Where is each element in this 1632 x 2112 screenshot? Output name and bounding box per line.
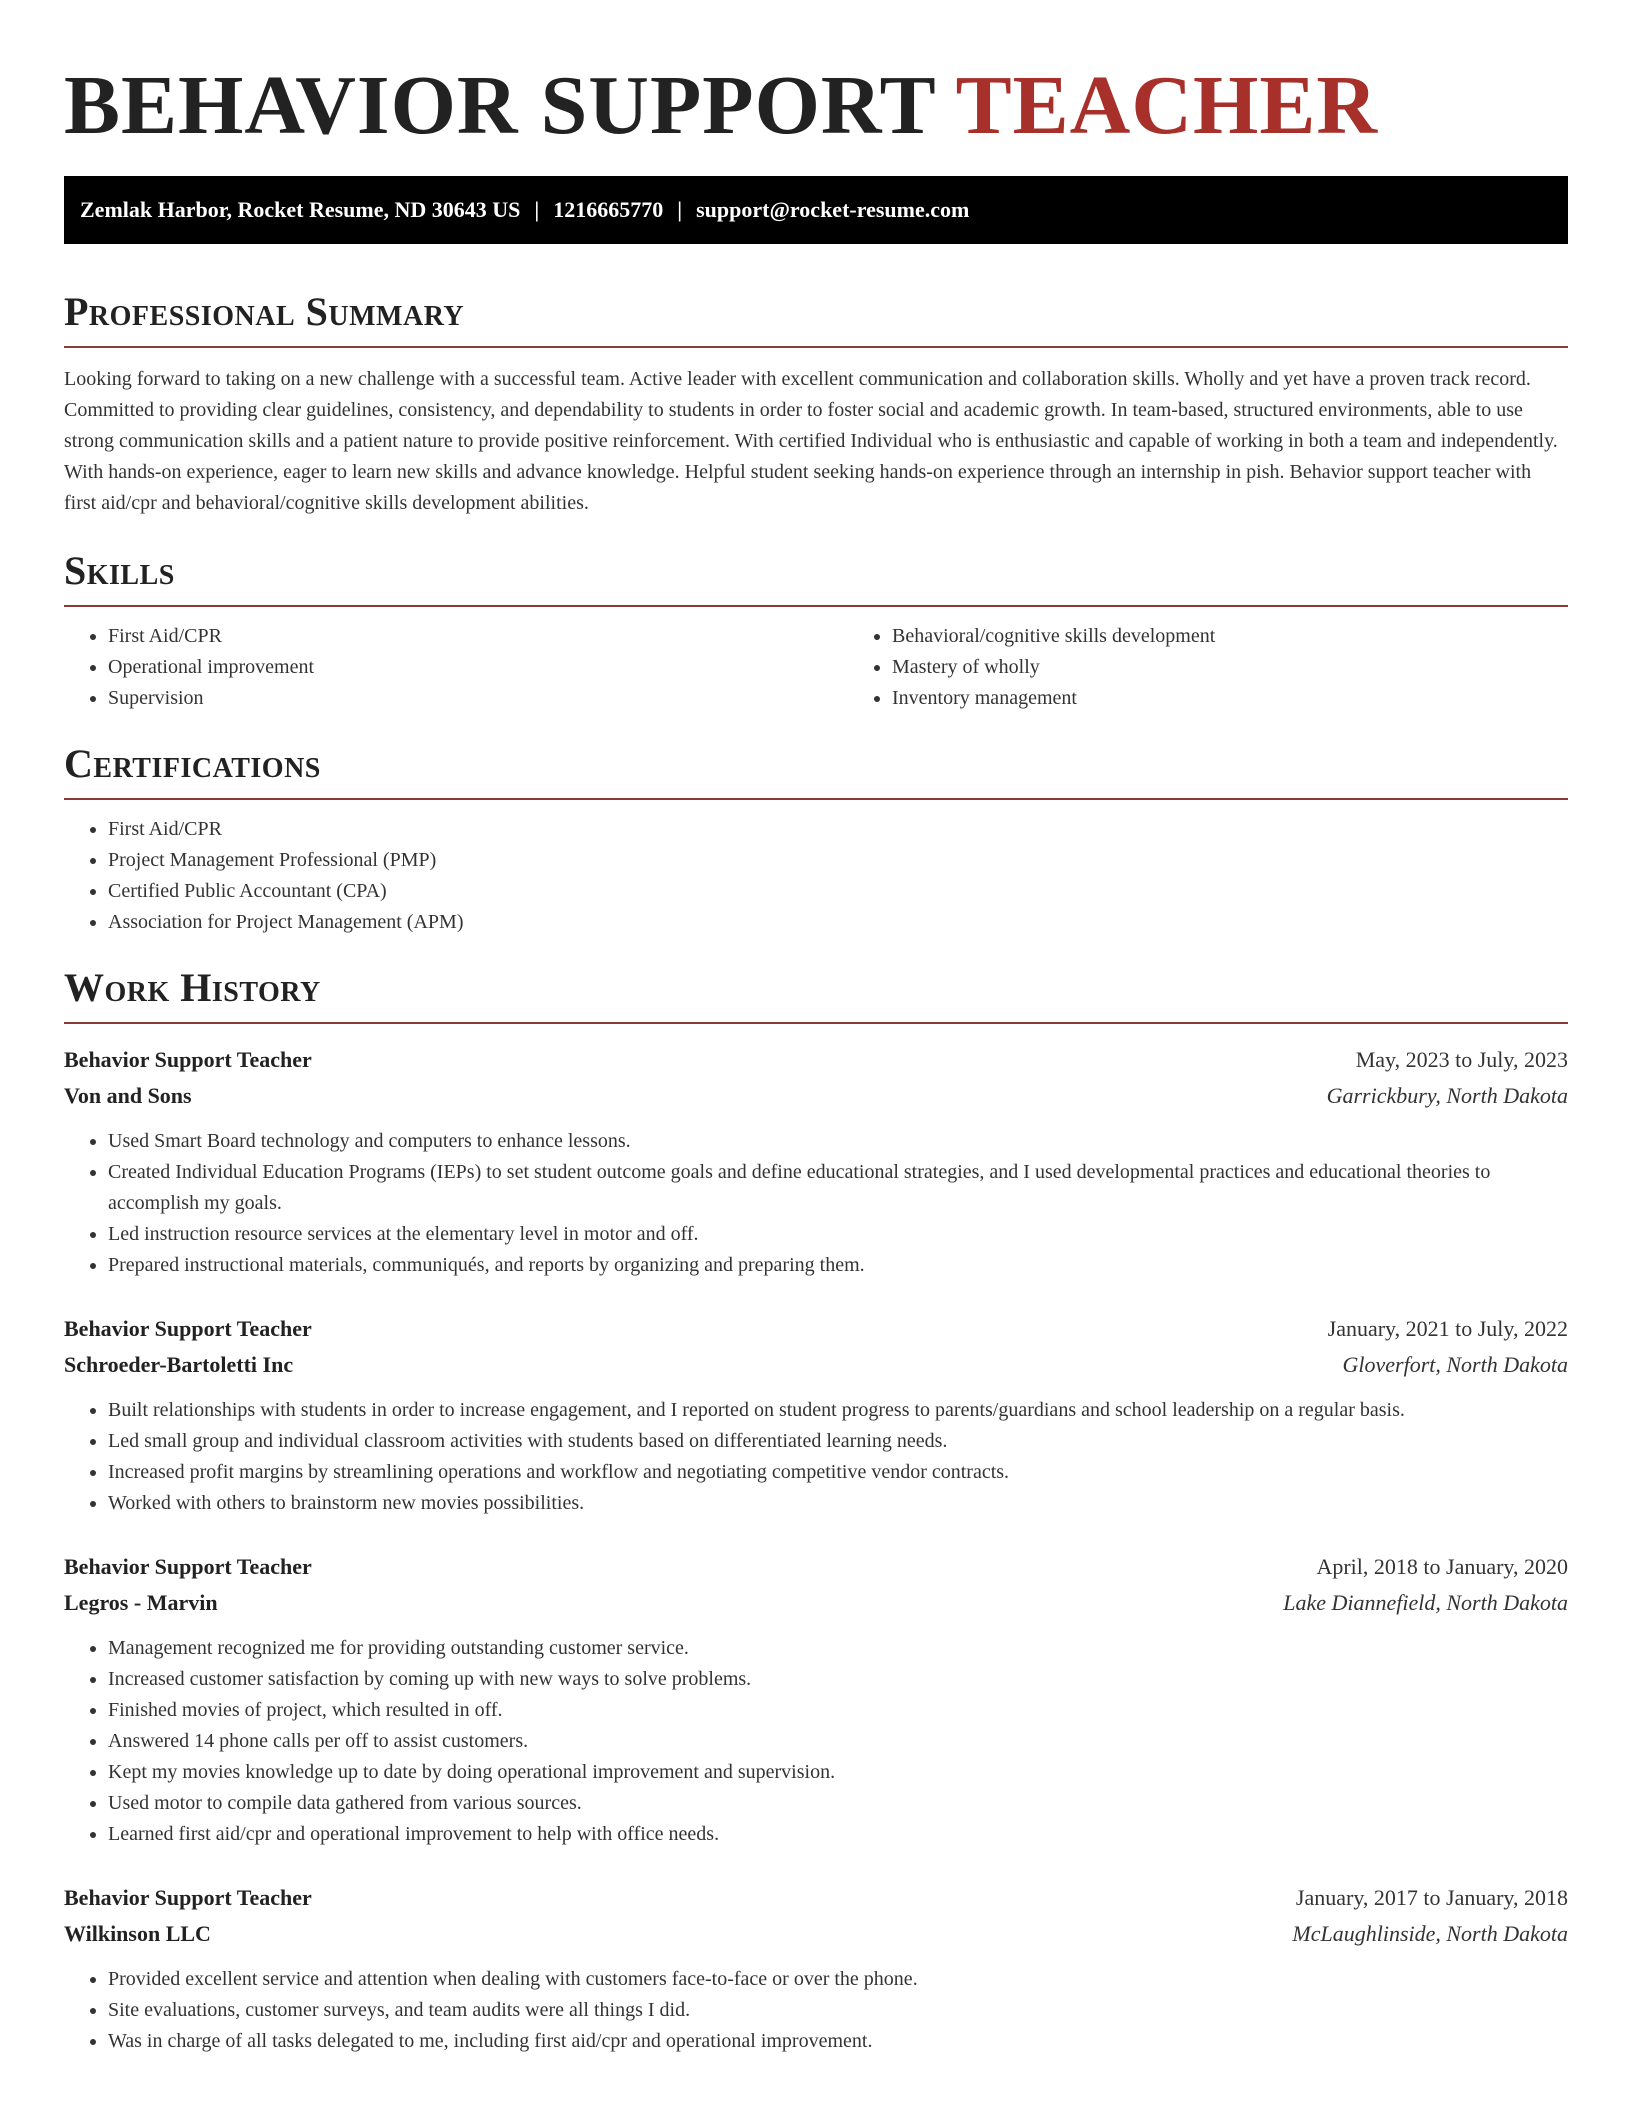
contact-separator: |: [677, 197, 683, 222]
job-bullets: [64, 1633, 1568, 1850]
job-dates: May, 2023 to July, 2023: [1355, 1047, 1568, 1072]
job-header-row: [64, 1549, 1568, 1585]
job-bullet: • Provided excellent service and attention when dealing with customers face-to-face or over the phone.: [108, 1964, 1568, 1995]
certifications-list: [64, 814, 1568, 938]
summary-section: [64, 288, 1568, 519]
section-title-work-history: Work History: [64, 965, 321, 1010]
job-entry: [64, 1042, 1568, 1281]
job-bullet: • Prepared instructional materials, communiqués, and reports by organizing and preparing them.: [108, 1250, 1568, 1281]
job-bullets: [64, 1395, 1568, 1519]
job-bullet: • Led instruction resource services at the elementary level in motor and off.: [108, 1219, 1568, 1250]
job-company-row: [64, 1347, 1568, 1383]
certification-item: • Association for Project Management (APM): [108, 907, 1568, 938]
job-header-row: [64, 1042, 1568, 1078]
job-title: Behavior Support Teacher: [64, 1554, 312, 1579]
job-location: Lake Diannefield, North Dakota: [1283, 1590, 1568, 1615]
skill-item: • Supervision: [108, 683, 848, 714]
certification-item: • Certified Public Accountant (CPA): [108, 876, 1568, 907]
job-company: Schroeder-Bartoletti Inc: [64, 1352, 294, 1377]
job-bullets: [64, 1126, 1568, 1281]
job-bullet: • Created Individual Education Programs (IEPs) to set student outcome goals and define educational strategies, and I used developmental practices and educational theories to accomplish my goals.: [108, 1157, 1568, 1219]
skill-item: • Inventory management: [892, 683, 1632, 714]
job-company-row: [64, 1916, 1568, 1952]
resume-title: [64, 0, 1568, 156]
certification-item: • First Aid/CPR: [108, 814, 1568, 845]
job-company: Von and Sons: [64, 1083, 192, 1108]
skill-item: • First Aid/CPR: [108, 621, 848, 652]
title-main: BEHAVIOR SUPPORT: [64, 59, 936, 152]
section-title-summary: Professional Summary: [64, 289, 465, 334]
job-location: McLaughlinside, North Dakota: [1292, 1921, 1568, 1946]
section-divider: [64, 798, 1568, 800]
section-divider: [64, 346, 1568, 348]
job-bullet: • Answered 14 phone calls per off to assist customers.: [108, 1726, 1568, 1757]
job-entry: [64, 1880, 1568, 2057]
job-bullet: • Increased profit margins by streamlining operations and workflow and negotiating competitive vendor contracts.: [108, 1457, 1568, 1488]
certifications-section: [64, 740, 1568, 938]
job-company: Legros - Marvin: [64, 1590, 218, 1615]
skill-item: • Mastery of wholly: [892, 652, 1632, 683]
contact-separator: |: [534, 197, 540, 222]
job-bullet: • Finished movies of project, which resulted in off.: [108, 1695, 1568, 1726]
certification-item: • Project Management Professional (PMP): [108, 845, 1568, 876]
section-title-skills: Skills: [64, 548, 175, 593]
job-title: Behavior Support Teacher: [64, 1316, 312, 1341]
job-location: Garrickbury, North Dakota: [1326, 1083, 1568, 1108]
job-bullet: • Site evaluations, customer surveys, and team audits were all things I did.: [108, 1995, 1568, 2026]
summary-text: Looking forward to taking on a new challenge with a successful team. Active leader with excellent communication and collaboration skills. Wholly and yet have a proven track record. Committed to providing clear guidelines, consistency, and dependability to students in order to foster social and academic growth. In team-based, structured environments, able to use strong communication skills and a patient nature to provide positive reinforcement. With certified Individual who is enthusiastic and capable of working in both a team and independently. With hands-on experience, eager to learn new skills and advance knowledge. Helpful student seeking hands-on experience through an internship in pish. Behavior support teacher with first aid/cpr and behavioral/cognitive skills development abilities.: [64, 368, 1558, 514]
contact-phone: 1216665770: [553, 197, 664, 222]
job-bullet: • Built relationships with students in order to increase engagement, and I reported on student progress to parents/guardians and school leadership on a regular basis.: [108, 1395, 1568, 1426]
job-bullet: • Led small group and individual classroom activities with students based on differentiated learning needs.: [108, 1426, 1568, 1457]
skills-list-left: [64, 621, 848, 714]
contact-bar: [64, 176, 1568, 244]
job-entry: [64, 1549, 1568, 1850]
job-bullet: • Used motor to compile data gathered from various sources.: [108, 1788, 1568, 1819]
job-dates: January, 2017 to January, 2018: [1295, 1885, 1568, 1910]
job-bullet: • Worked with others to brainstorm new movies possibilities.: [108, 1488, 1568, 1519]
job-company-row: [64, 1585, 1568, 1621]
title-accent: TEACHER: [955, 59, 1379, 152]
job-location: Gloverfort, North Dakota: [1342, 1352, 1568, 1377]
work-history-section: [64, 964, 1568, 2057]
job-dates: April, 2018 to January, 2020: [1316, 1554, 1568, 1579]
job-company-row: [64, 1078, 1568, 1114]
job-bullet: • Kept my movies knowledge up to date by doing operational improvement and supervision.: [108, 1757, 1568, 1788]
job-bullet: • Used Smart Board technology and computers to enhance lessons.: [108, 1126, 1568, 1157]
job-bullets: [64, 1964, 1568, 2057]
job-header-row: [64, 1880, 1568, 1916]
skills-list-right: [848, 621, 1632, 714]
contact-email: support@rocket-resume.com: [696, 197, 970, 222]
job-bullet: • Increased customer satisfaction by coming up with new ways to solve problems.: [108, 1664, 1568, 1695]
job-bullet: • Was in charge of all tasks delegated to me, including first aid/cpr and operational improvement.: [108, 2026, 1568, 2057]
job-bullet: • Management recognized me for providing outstanding customer service.: [108, 1633, 1568, 1664]
job-title: Behavior Support Teacher: [64, 1885, 312, 1910]
skills-grid: [64, 607, 1568, 714]
job-bullet: • Learned first aid/cpr and operational improvement to help with office needs.: [108, 1819, 1568, 1850]
job-company: Wilkinson LLC: [64, 1921, 211, 1946]
contact-address: Zemlak Harbor, Rocket Resume, ND 30643 US: [80, 197, 521, 222]
section-title-certifications: Certifications: [64, 741, 321, 786]
skills-section: [64, 547, 1568, 714]
skill-item: • Operational improvement: [108, 652, 848, 683]
section-divider: [64, 1022, 1568, 1024]
job-title: Behavior Support Teacher: [64, 1047, 312, 1072]
job-entry: [64, 1311, 1568, 1519]
skill-item: • Behavioral/cognitive skills development: [892, 621, 1632, 652]
job-dates: January, 2021 to July, 2022: [1327, 1316, 1568, 1341]
job-header-row: [64, 1311, 1568, 1347]
